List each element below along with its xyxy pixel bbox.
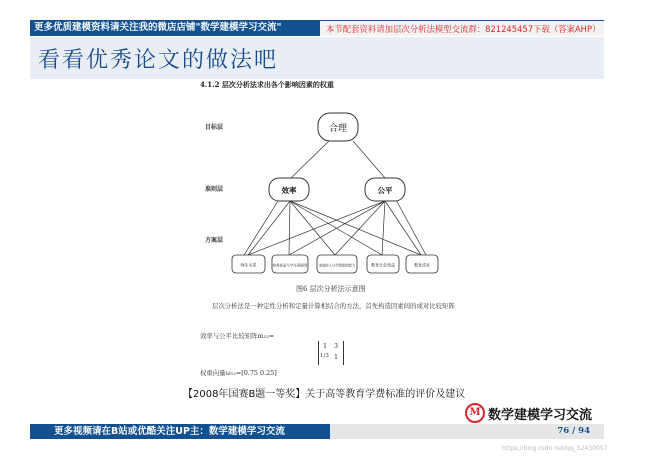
matrix-cell-a22: 1 xyxy=(334,353,339,361)
alternative-node-2 xyxy=(272,255,308,273)
criteria-node-fairness-label: 公平 xyxy=(377,186,393,195)
slide-title: 看看优秀论文的做法吧 xyxy=(38,48,279,73)
matrix-cell-a21: 1/3 xyxy=(320,353,329,359)
body-paragraph: 层次分析法是一种定性分析和定量计算相结合的方法，首先构造因素间的成对比较矩阵 xyxy=(212,302,455,310)
level-label-goal: 目标层 xyxy=(205,124,224,131)
alternative-node-5 xyxy=(406,255,438,273)
alternative-node-1-label: 师生关系 xyxy=(240,262,257,268)
alternative-node-4-label: 教育社会效益 xyxy=(371,262,395,268)
matrix-cell-a11: 1 xyxy=(323,342,328,350)
brand-logo-icon: M xyxy=(465,403,485,423)
footer-text: 更多视频请在B站或优酷关注UP主：数学建模学习交流 xyxy=(30,424,330,439)
level-label-alternatives: 方案层 xyxy=(205,237,224,244)
top-banner-right: 本节配套资料请加层次分析法模型交流群：821245457下载（答案AHP） xyxy=(320,20,604,36)
title-band xyxy=(30,37,604,79)
brand-logo xyxy=(465,403,592,423)
top-banner-left: 更多优质建模资料请关注我的微店店铺"数学建模学习交流" xyxy=(30,20,320,36)
page-number: 76 / 94 xyxy=(557,426,590,436)
goal-node xyxy=(318,113,358,141)
alternative-node-3 xyxy=(317,255,357,273)
weight-vector: 权重向量ω₁₂=[0.75 0.25] xyxy=(200,369,277,377)
brand-logo-text: 数学建模学习交流 xyxy=(488,407,593,423)
ahp-hierarchy-diagram xyxy=(195,98,465,283)
footer-right xyxy=(330,424,604,439)
criteria-node-efficiency xyxy=(269,178,309,201)
figure-caption: 图6 层次分析法示意图 xyxy=(296,285,366,293)
criteria-node-efficiency-label: 效率 xyxy=(281,186,297,195)
footer-bar xyxy=(30,424,604,439)
alternative-node-4 xyxy=(367,255,399,273)
source-citation: 【2008年国赛B题一等奖】关于高等教育学费标准的评价及建议 xyxy=(183,389,466,400)
section-heading: 4.1.2 层次分析法求出各个影响因素的权重 xyxy=(200,80,334,89)
matrix-label: 效率与公平比较矩阵m₁₂= xyxy=(200,332,275,340)
comparison-matrix xyxy=(318,341,344,365)
criteria-node-fairness xyxy=(365,178,405,201)
alternative-node-2-label: 培养质量与学生满意度 xyxy=(272,263,308,268)
alternative-node-5-label: 教育成本 xyxy=(414,262,430,268)
goal-node-label: 合理 xyxy=(328,124,348,134)
top-banner xyxy=(30,20,604,36)
alternative-node-1 xyxy=(232,255,265,273)
level-label-criteria: 准则层 xyxy=(205,186,224,193)
matrix-cell-a12: 3 xyxy=(334,342,339,350)
watermark: https://blog.csdn.net/qq_52430057 xyxy=(502,445,608,452)
alternative-node-3-label: 家庭收入与学费承担能力 xyxy=(318,263,356,268)
